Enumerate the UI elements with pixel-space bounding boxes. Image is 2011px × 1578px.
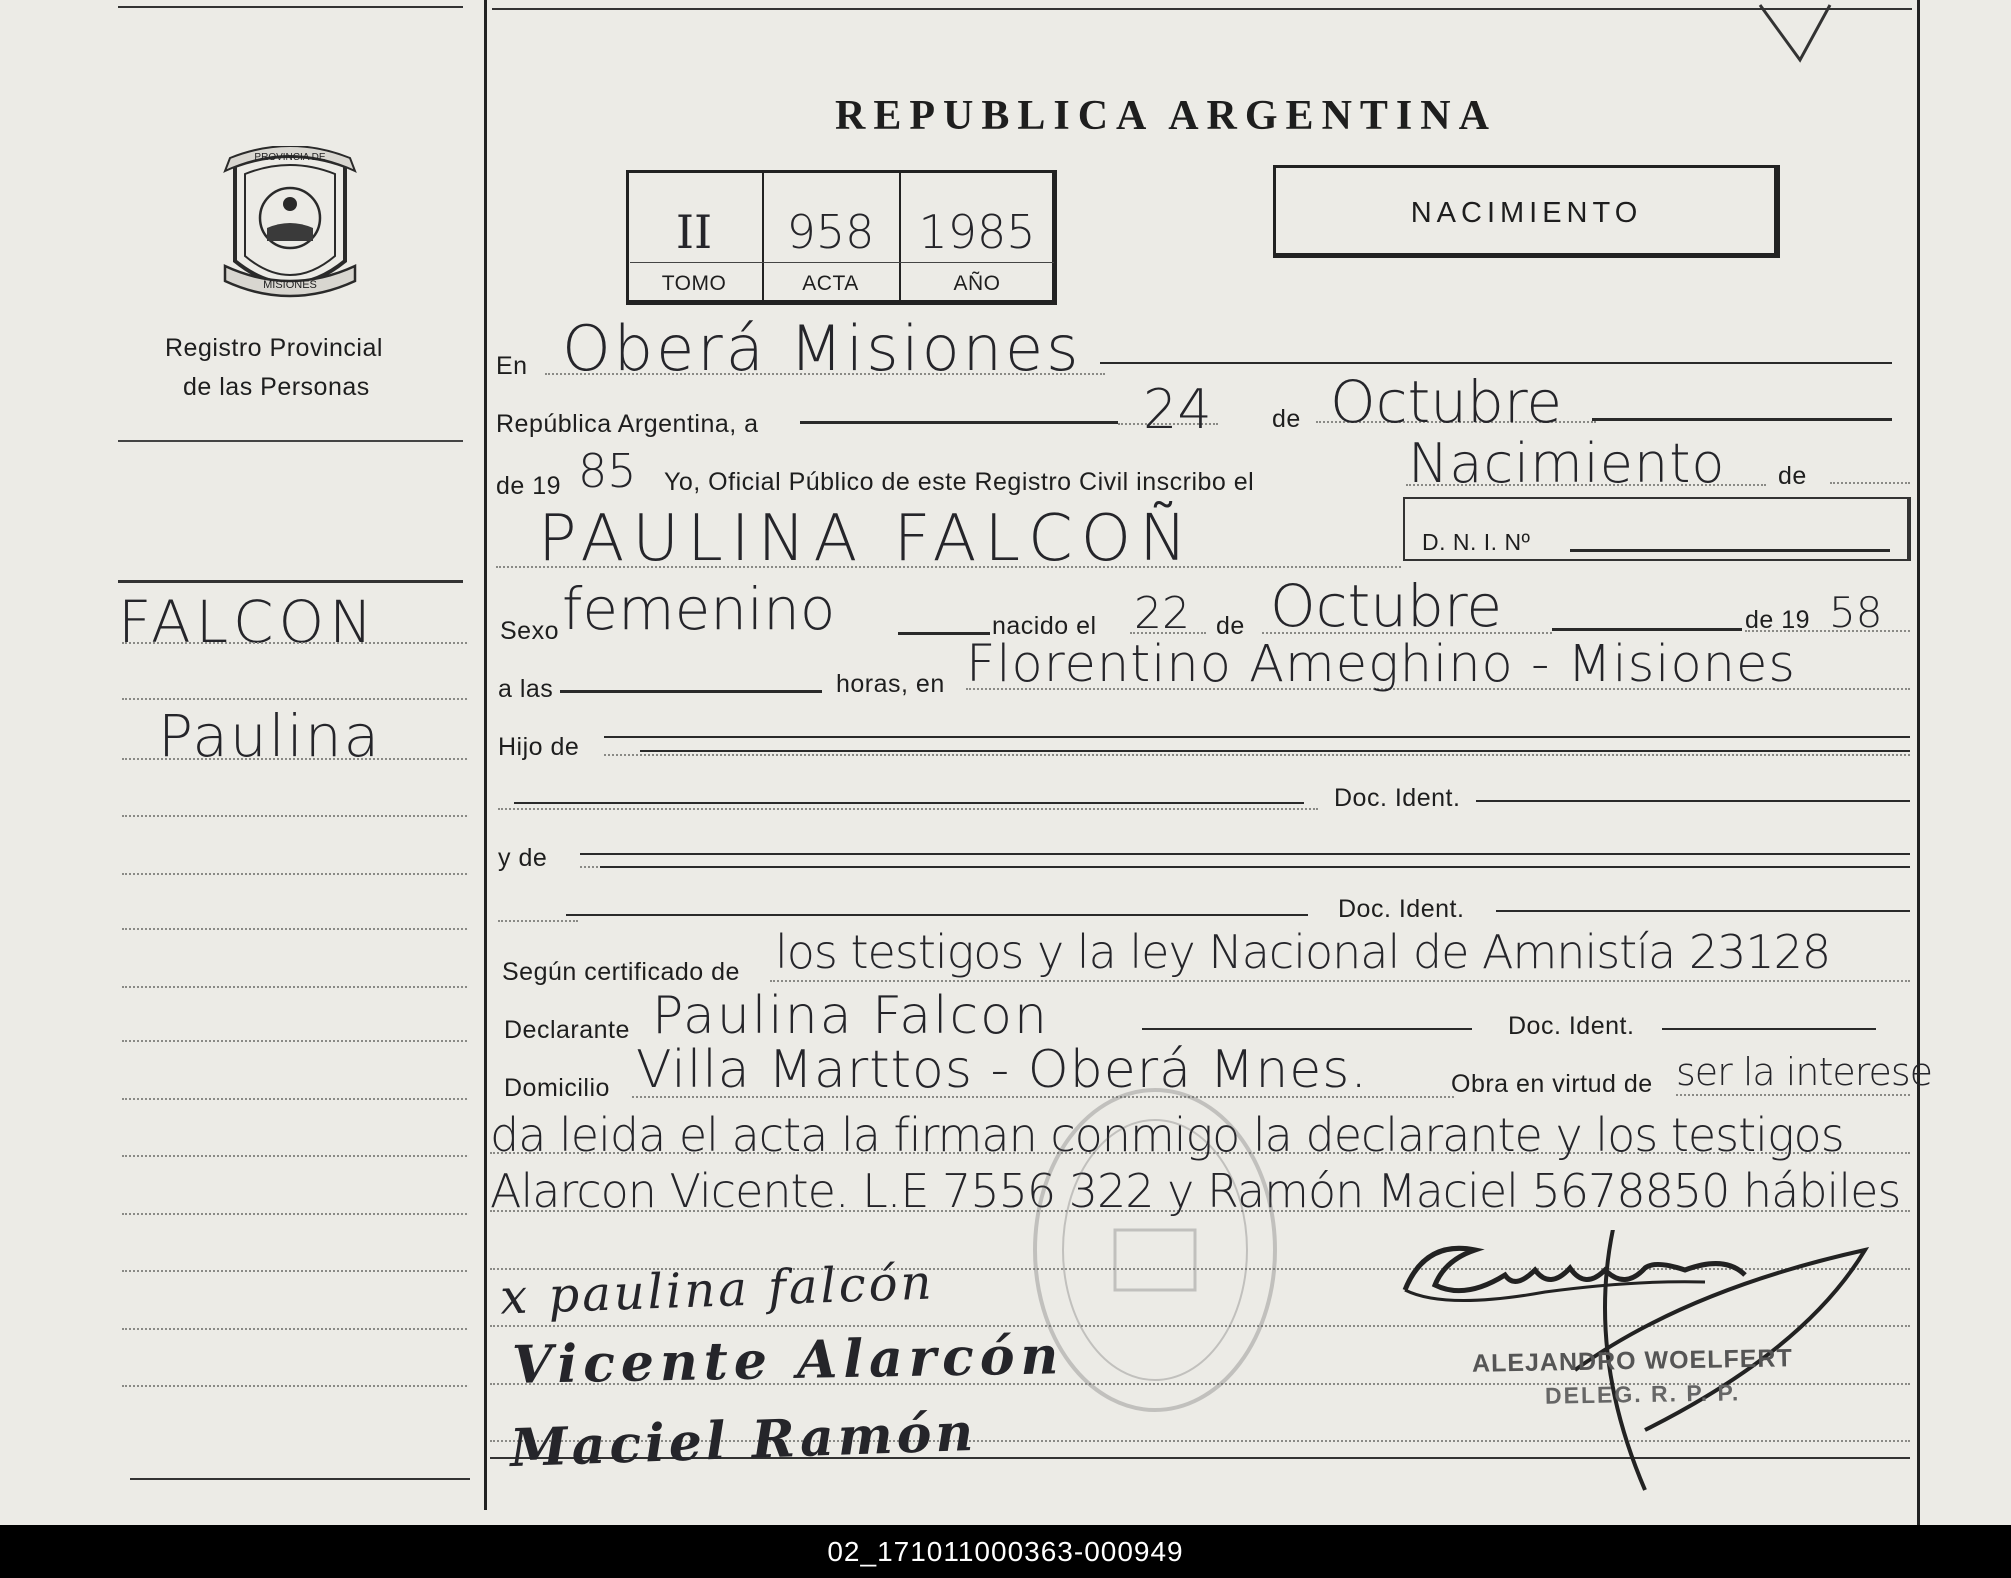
hijo-line	[604, 736, 1910, 738]
margin-line	[122, 1328, 467, 1330]
a-las-line	[560, 690, 822, 693]
anio-label: AÑO	[953, 272, 1001, 295]
sexo-value: femenino	[562, 575, 836, 643]
nacido-month-line	[1552, 628, 1742, 631]
nacido-day: 22	[1134, 588, 1190, 639]
day-value: 24	[1143, 378, 1212, 441]
republica-label: República Argentina, a	[496, 410, 759, 438]
margin-line	[122, 1155, 467, 1157]
margin-line	[122, 1098, 467, 1100]
oficial-text: Yo, Oficial Público de este Registro Civil inscribo el	[664, 468, 1255, 496]
reference-header-rule	[630, 262, 1054, 263]
doc-ident-label-2: Doc. Ident.	[1338, 895, 1465, 923]
segun-label: Según certificado de	[502, 958, 740, 986]
margin-rule-bottom	[130, 1478, 470, 1480]
texto-linea-2: Alarcon Vicente. L.E 7556 322 y Ramón Maciel 5678850 hábiles	[490, 1164, 1901, 1218]
firma-declarante: x paulina falcón	[499, 1254, 936, 1326]
nacido-month: Octubre	[1270, 572, 1503, 640]
margin-line	[122, 758, 467, 760]
officer-stamp-title: DELEG. R. P. P.	[1544, 1379, 1741, 1409]
declarante-line	[1142, 1028, 1472, 1030]
de-label-2: de	[1778, 462, 1807, 490]
margin-line	[122, 1270, 467, 1272]
y-de-doc-dots	[498, 920, 578, 922]
misiones-emblem	[215, 146, 365, 306]
margin-line	[122, 928, 467, 930]
hijo-doc-dots	[498, 808, 1318, 810]
tomo-value: II	[675, 205, 713, 259]
en-line	[1100, 362, 1892, 364]
registry-name-line2: de las Personas	[183, 373, 370, 401]
svg-text:MISIONES: MISIONES	[263, 279, 317, 291]
doc-ident-line-2	[1496, 910, 1910, 912]
registry-name-line1: Registro Provincial	[165, 334, 383, 362]
declarante-doc-label: Doc. Ident.	[1508, 1012, 1635, 1040]
firma-testigo-2: Maciel Ramón	[509, 1401, 979, 1480]
y-de-label: y de	[498, 844, 548, 872]
top-rule-left	[118, 6, 463, 8]
y-de-doc-line	[566, 914, 1308, 916]
nombre-value: PAULINA FALCOÑ	[538, 502, 1195, 576]
declarante-label: Declarante	[504, 1016, 630, 1044]
document-id-footer: 02_171011000363-000949	[0, 1525, 2011, 1578]
month-line	[1592, 418, 1892, 421]
acto-value: Nacimiento	[1408, 432, 1726, 495]
obra-label: Obra en virtud de	[1451, 1070, 1653, 1098]
margin-surname: FALCON	[118, 588, 378, 656]
nacido-year: 58	[1829, 588, 1883, 637]
margin-line	[122, 986, 467, 988]
corner-check-mark	[1755, 0, 1845, 90]
margin-line	[122, 1213, 467, 1215]
domicilio-label: Domicilio	[504, 1074, 610, 1102]
nacido-label: nacido el	[992, 612, 1097, 640]
hijo-line	[640, 750, 1910, 752]
margin-line	[122, 1385, 467, 1387]
segun-value: los testigos y la ley Nacional de Amnistía 23128	[775, 925, 1831, 979]
y-de-line	[600, 866, 1910, 868]
de2-dots	[1830, 482, 1910, 484]
doc-ident-line	[1476, 800, 1910, 802]
officer-stamp-name: ALEJANDRO WOELFERT	[1471, 1344, 1793, 1378]
y-de-line	[580, 853, 1910, 855]
acta-label: ACTA	[802, 272, 859, 295]
texto-linea-1: da leida el acta la firman conmigo la declarante y los testigos	[490, 1108, 1844, 1162]
en-label: En	[496, 352, 528, 380]
acta-value: 958	[786, 205, 875, 259]
margin-line	[122, 815, 467, 817]
margin-line	[122, 642, 467, 644]
top-rule-right	[492, 8, 1912, 10]
domicilio-value: Villa Marttos - Oberá Mnes.	[636, 1040, 1368, 1100]
margin-rule-top	[118, 440, 463, 442]
en-value: Oberá Misiones	[562, 312, 1082, 385]
dni-label: D. N. I. Nº	[1422, 529, 1531, 555]
dni-line	[1570, 549, 1890, 552]
right-column-border	[1917, 0, 1920, 1525]
day-line	[800, 421, 1118, 424]
margin-line	[122, 1040, 467, 1042]
record-type-label: NACIMIENTO	[1410, 197, 1643, 229]
nacido-de-label: de	[1216, 612, 1245, 640]
doc-ident-label: Doc. Ident.	[1334, 784, 1461, 812]
margin-given-name: Paulina	[158, 702, 382, 770]
nacido-year-prefix: de 19	[1745, 606, 1811, 634]
a-las-label: a las	[498, 675, 554, 703]
obra-value: ser la interese	[1676, 1050, 1933, 1094]
svg-text:PROVINCIA DE: PROVINCIA DE	[254, 152, 326, 163]
declarante-value: Paulina Falcon	[652, 986, 1049, 1046]
obra-dots	[1676, 1094, 1910, 1096]
nacido-year-dots	[1745, 630, 1910, 632]
margin-rule-name	[118, 580, 463, 583]
margin-line	[122, 698, 467, 700]
segun-dots	[770, 980, 1910, 982]
year-prefix: de 19	[496, 472, 562, 500]
left-column-divider	[484, 0, 487, 1510]
firma-testigo-1: Vicente Alarcón	[511, 1325, 1065, 1396]
month-value: Octubre	[1330, 368, 1563, 436]
tomo-label: TOMO	[661, 272, 727, 295]
declarante-doc-line	[1662, 1028, 1876, 1030]
horas-label: horas, en	[836, 670, 945, 698]
hijo-doc-line	[514, 802, 1304, 804]
de-label: de	[1272, 405, 1301, 433]
lugar-value: Florentino Ameghino - Misiones	[966, 635, 1796, 694]
anio-value: 1985	[918, 205, 1036, 259]
margin-line	[122, 873, 467, 875]
hijo-dots	[604, 754, 1910, 756]
sexo-label: Sexo	[500, 617, 559, 645]
hijo-label: Hijo de	[498, 733, 580, 761]
year-value: 85	[578, 444, 637, 498]
country-heading: REPUBLICA ARGENTINA	[835, 93, 1497, 139]
